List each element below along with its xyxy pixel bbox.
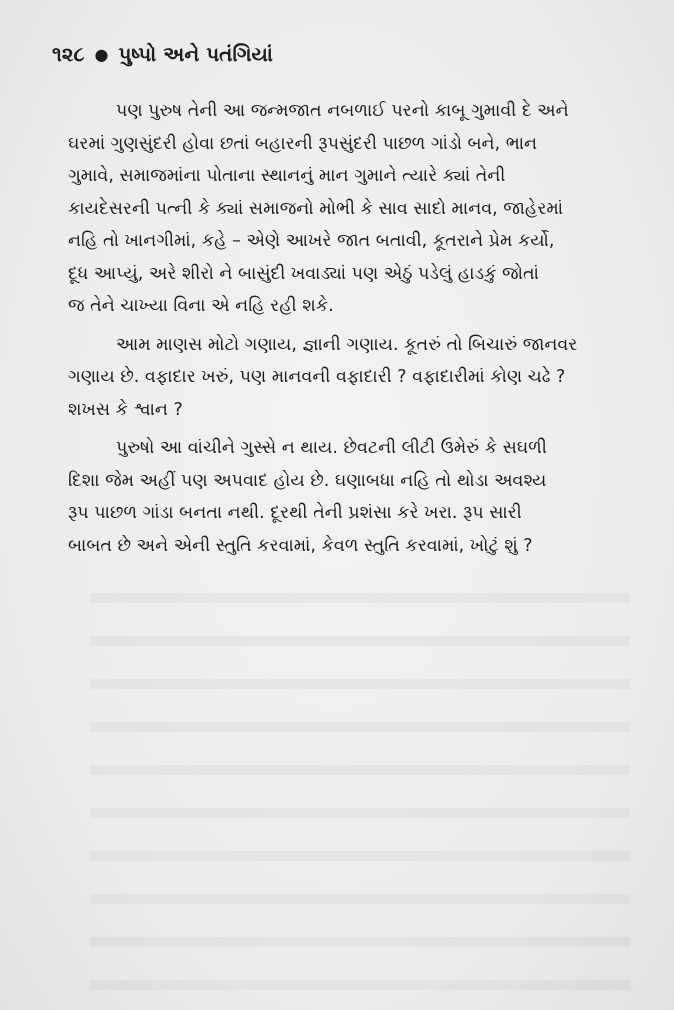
text-line: દૂધ આપ્યું, અરે શીરો ને બાસુંદી ખવાડ્યાં પણ એઠું પડેલું હાડકું જોતાં xyxy=(68,263,539,284)
text-line: શખસ કે શ્વાન ? xyxy=(68,399,183,420)
text-line: બાબત છે અને એની સ્તુતિ કરવામાં, કેવળ સ્તુતિ કરવામાં, ખોટું શું ? xyxy=(68,535,533,556)
text-line: નહિ તો ખાનગીમાં, કહે – એણે આખરે જાત બતાવી, કૂતરાને પ્રેમ કર્યો, xyxy=(68,231,555,251)
page-header xyxy=(52,42,273,66)
header-bullet: ● xyxy=(94,44,109,64)
text-line: ઘરમાં ગુણસુંદરી હોવા છતાં બહારની રૂપસુંદરી પાછળ ગાંડો બને, ભાન xyxy=(68,133,538,154)
text-line: કાયદેસરની પત્ની કે ક્યાં સમાજનો મોભી કે સાવ સાદો માનવ, જાહેરમાં xyxy=(68,198,564,219)
paragraph-2 xyxy=(68,329,616,427)
paragraph-3 xyxy=(68,432,616,562)
paragraph-1 xyxy=(68,95,616,323)
page-number: ૧૨૮ xyxy=(52,42,85,66)
show-through-text xyxy=(90,560,630,1010)
text-line: ગણાય છે. વફાદાર ખરું, પણ માનવની વફાદારી ? વફાદારીમાં કોણ ચઢે ? xyxy=(68,367,566,387)
book-title: પુષ્પો અને પતંગિયાં xyxy=(118,42,273,66)
text-line: દિશા જેમ અહીં પણ અપવાદ હોય છે. ઘણાબધા નહિ તો થોડા અવશ્ય xyxy=(68,470,547,491)
text-line: આમ માણસ મોટો ગણાય, જ્ઞાની ગણાય. કૂતરું તો બિચારું જાનવર xyxy=(116,334,578,355)
text-line: પુરુષો આ વાંચીને ગુસ્સે ન થાય. છેવટની લીટી ઉમેરું કે સઘળી xyxy=(116,438,547,458)
text-line: પણ પુરુષ તેની આ જન્મજાત નબળાઈ પરનો કાબૂ ગુમાવી દે અને xyxy=(116,101,569,121)
text-line: જ તેને ચાખ્યા વિના એ નહિ રહી શકે. xyxy=(68,296,334,316)
text-line: રૂપ પાછળ ગાંડા બનતા નથી. દૂરથી તેની પ્રશંસા કરે ખરા. રૂપ સારી xyxy=(68,503,522,523)
text-line: ગુમાવે, સમાજમાંના પોતાના સ્થાનનું માન ગુમાને ત્યારે ક્યાં તેની xyxy=(68,166,506,186)
body-text xyxy=(68,95,616,568)
